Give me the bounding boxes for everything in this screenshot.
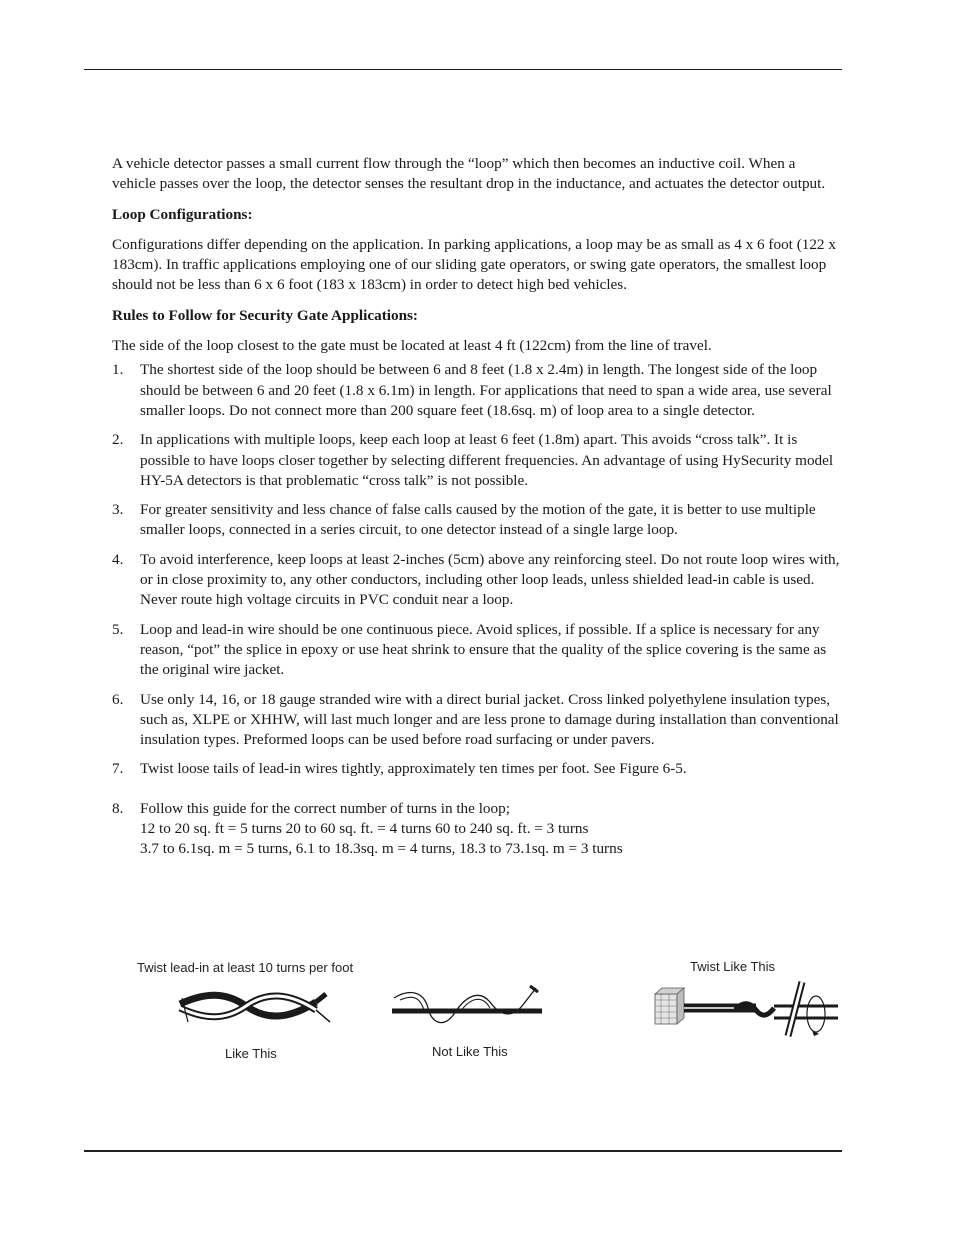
list-text: In applications with multiple loops, keep each loop at least 6 feet (1.8m) apart. This avoids “cross talk”. It is possible to have loops closer together by selecting different frequencies. An advantage of using HySecurity model HY-5A detectors is that problematic “cross talk” is not possible.	[140, 431, 834, 489]
list-item	[112, 620, 842, 681]
list-text: Use only 14, 16, or 18 gauge stranded wire with a direct burial jacket. Cross linked polyethylene insulation types, such as, XLPE or XHHW, will last much longer and are less prone to damage during installation than conventional insulation types. Preformed loops can be used before road surfacing or under pavers.	[140, 690, 839, 749]
loop-configurations-heading: Loop Configurations:	[112, 205, 253, 223]
list-item	[112, 799, 842, 860]
wrapped-wire-illustration	[390, 984, 550, 1028]
list-number: 7.	[112, 760, 124, 778]
list-number: 2.	[112, 431, 124, 449]
turns-guide-meters: 3.7 to 6.1sq. m = 5 turns, 6.1 to 18.3sq. m = 4 turns, 18.3 to 73.1sq. m = 3 turns	[140, 840, 623, 858]
footer-rule	[84, 1150, 842, 1152]
intro-paragraph: A vehicle detector passes a small current flow through the “loop” which then becomes an inductive coil. When a vehicle passes over the loop, the detector senses the resultant drop in the inductance, and actuates the detector output.	[112, 155, 826, 193]
list-item	[112, 690, 842, 751]
list-item	[112, 430, 842, 491]
rules-heading: Rules to Follow for Security Gate Applications:	[112, 306, 418, 324]
not-like-this-label: Not Like This	[432, 1044, 508, 1059]
rules-lead-paragraph: The side of the loop closest to the gate must be located at least 4 ft (122cm) from the line of travel.	[112, 337, 712, 355]
twist-lead-in-label: Twist lead-in at least 10 turns per foot	[137, 960, 354, 975]
twist-tool-illustration	[652, 980, 842, 1040]
list-text: Loop and lead-in wire should be one continuous piece. Avoid splices, if possible. If a splice is necessary for any reason, “pot” the splice in epoxy or use heat shrink to ensure that the quality of the splice covering is the same as the original wire jacket.	[140, 620, 827, 679]
rules-list	[112, 360, 842, 859]
list-number: 4.	[112, 550, 124, 568]
list-text: Twist loose tails of lead-in wires tightly, approximately ten times per foot. See Figure 6-5.	[140, 760, 687, 778]
list-number: 8.	[112, 799, 124, 817]
list-text: For greater sensitivity and less chance of false calls caused by the motion of the gate, it is better to use multiple smaller loops, connected in a series circuit, to one detector instead of a single large loop.	[140, 501, 816, 539]
list-text: The shortest side of the loop should be between 6 and 8 feet (1.8 x 2.4m) in length. The longest side of the loop should be between 6 and 20 feet (1.8 x 6.1m) in length. For applications that need to span a wide area, use several smaller loops. Do not connect more than 200 square feet (18.6sq. m) of loop area to a single detector.	[140, 361, 832, 419]
list-item	[112, 500, 842, 541]
loop-configurations-paragraph: Configurations differ depending on the application. In parking applications, a loop may be as small as 4 x 6 foot (122 x 183cm). In traffic applications employing one of our sliding gate operators, or swing gate operators, the smallest loop should not be less than 6 x 6 foot (183 x 183cm) in order to detect high bed vehicles.	[112, 235, 836, 294]
list-number: 5.	[112, 620, 124, 638]
list-item	[112, 759, 842, 779]
list-item	[112, 360, 842, 421]
document-body	[112, 154, 842, 869]
like-this-label: Like This	[225, 1046, 277, 1061]
twist-like-this-label: Twist Like This	[690, 959, 776, 974]
list-text: To avoid interference, keep loops at least 2-inches (5cm) above any reinforcing steel. Do not route loop wires with, or in close proximity to, any other conductors, including other loop leads, unless shielded lead-in cable is used. Never route high voltage circuits in PVC conduit near a loop.	[140, 550, 840, 609]
list-number: 1.	[112, 361, 124, 379]
list-text: Follow this guide for the correct number of turns in the loop;	[140, 799, 510, 817]
list-item	[112, 550, 842, 611]
list-number: 3.	[112, 501, 124, 519]
turns-guide-feet: 12 to 20 sq. ft = 5 turns 20 to 60 sq. ft. = 4 turns 60 to 240 sq. ft. = 3 turns	[140, 820, 589, 838]
header-rule	[84, 69, 842, 70]
twisted-pair-illustration	[176, 986, 334, 1026]
list-number: 6.	[112, 690, 124, 708]
